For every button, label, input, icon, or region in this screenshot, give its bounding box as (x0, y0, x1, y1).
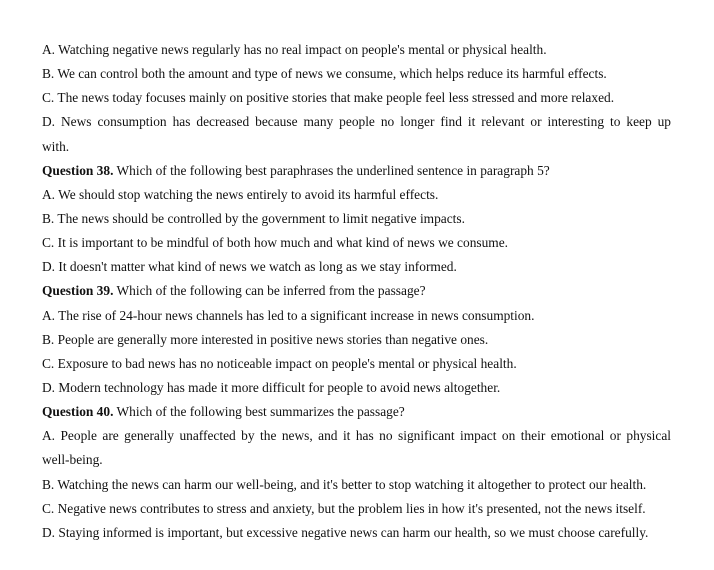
question-38-stem (42, 159, 671, 183)
q39-option-b: B. People are generally more interested in positive news stories than negative ones. (42, 331, 489, 347)
q37-option-d-line-2: with. (42, 138, 70, 154)
q37-option-a: A. Watching negative news regularly has no real impact on people's mental or physical health. (42, 42, 547, 57)
q40-option-a-line-1: A. People are generally unaffected by the news, and it has no significant impact on their emotional or physical (42, 428, 671, 444)
q37-option-b: B. We can control both the amount and type of news we consume, which helps reduce its harmful effects. (42, 66, 607, 82)
question-38-label: Question 38. (42, 162, 114, 178)
document-page (42, 38, 671, 545)
question-38-text: Which of the following best paraphrases the underlined sentence in paragraph 5? (113, 162, 550, 178)
q40-option-c: C. Negative news contributes to stress and anxiety, but the problem lies in how it's presented, not the news itself. (42, 500, 646, 516)
q40-option-a-line-2: well-being. (42, 452, 103, 468)
q38-option-a: A. We should stop watching the news entirely to avoid its harmful effects. (42, 186, 439, 202)
q39-option-a: A. The rise of 24-hour news channels has led to a significant increase in news consumption. (42, 307, 535, 323)
question-39-text: Which of the following can be inferred from the passage? (113, 283, 426, 299)
question-40-text: Which of the following best summarizes the passage? (113, 404, 405, 420)
q39-option-c: C. Exposure to bad news has no noticeable impact on people's mental or physical health. (42, 355, 517, 371)
q40-option-d: D. Staying informed is important, but excessive negative news can harm our health, so we must choose carefully. (42, 524, 649, 540)
question-40-label: Question 40. (42, 404, 114, 420)
q40-option-b: B. Watching the news can harm our well-being, and it's better to stop watching it altogether to protect our health. (42, 476, 647, 492)
question-40-stem (42, 400, 671, 424)
q38-option-d: D. It doesn't matter what kind of news we watch as long as we stay informed. (42, 259, 457, 275)
q38-option-b: B. The news should be controlled by the government to limit negative impacts. (42, 210, 465, 226)
q37-option-c: C. The news today focuses mainly on positive stories that make people feel less stressed and more relaxed. (42, 90, 615, 106)
q39-option-d: D. Modern technology has made it more difficult for people to avoid news altogether. (42, 379, 501, 395)
q37-option-d-line-1: D. News consumption has decreased because many people no longer find it relevant or interesting to keep up (42, 114, 671, 130)
question-39-stem (42, 279, 671, 303)
q38-option-c: C. It is important to be mindful of both how much and what kind of news we consume. (42, 235, 508, 251)
question-39-label: Question 39. (42, 283, 114, 299)
